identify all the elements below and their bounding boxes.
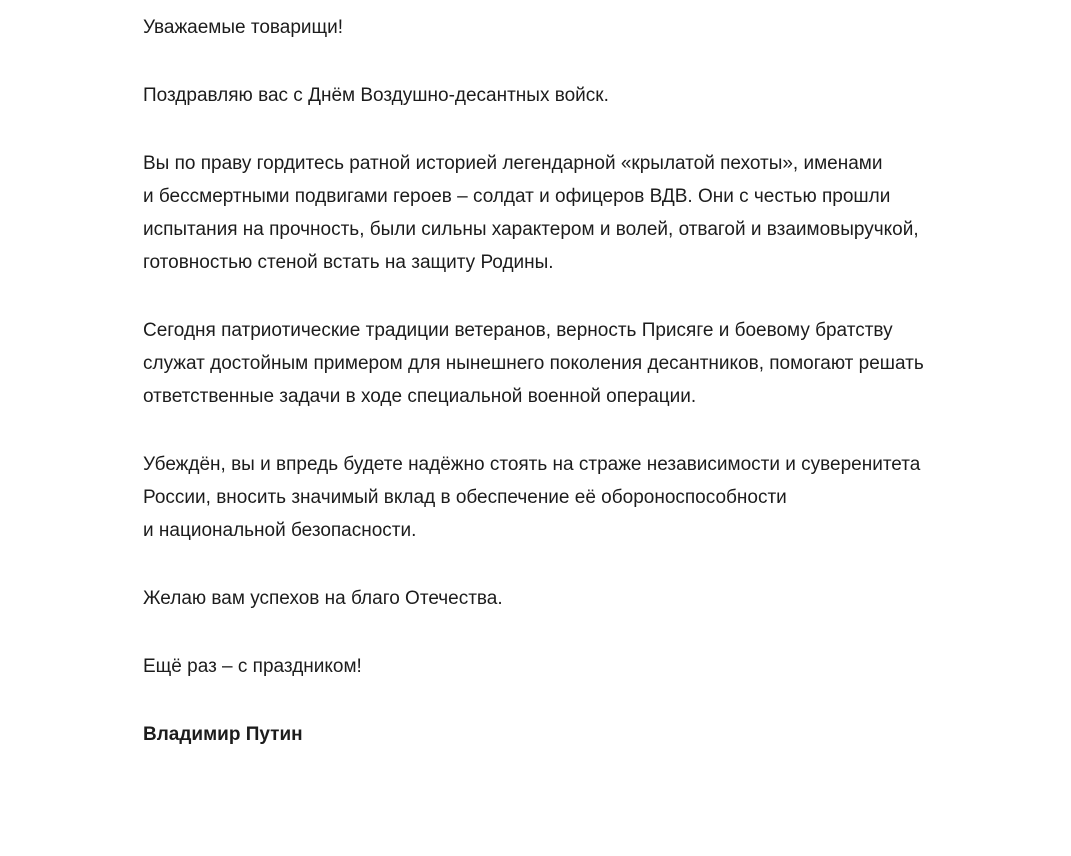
paragraph-line: Ещё раз – с праздником! [143,656,362,677]
signature: Владимир Путин [143,724,303,745]
paragraph-line: Вы по праву гордитесь ратной историей легендарной «крылатой пехоты», именами [143,153,883,174]
paragraph-line: Желаю вам успехов на благо Отечества. [143,588,503,609]
paragraph-line: испытания на прочность, были сильны характером и волей, отвагой и взаимовыручкой, [143,219,919,240]
paragraph-closing [143,650,1003,683]
paragraph-conviction [143,448,1003,547]
paragraph-line: России, вносить значимый вклад в обеспечение её обороноспособности [143,487,787,508]
paragraph-line: и бессмертными подвигами героев – солдат и офицеров ВДВ. Они с честью прошли [143,186,891,207]
greeting: Уважаемые товарищи! [143,17,344,38]
paragraph-congratulation [143,79,1003,112]
paragraph-line: и национальной безопасности. [143,520,417,541]
article-body [143,11,1003,786]
paragraph-line: Сегодня патриотические традиции ветеранов, верность Присяге и боевому братству [143,320,893,341]
paragraph-wishes [143,582,1003,615]
paragraph-traditions [143,314,1003,413]
paragraph-line: Убеждён, вы и впредь будете надёжно стоять на страже независимости и суверенитета [143,454,921,475]
paragraph-line: готовностью стеной встать на защиту Родины. [143,252,554,273]
paragraph-line: служат достойным примером для нынешнего поколения десантников, помогают решать [143,353,924,374]
paragraph-line: Поздравляю вас с Днём Воздушно-десантных войск. [143,85,609,106]
paragraph-line: ответственные задачи в ходе специальной военной операции. [143,386,697,407]
paragraph-history [143,147,1003,279]
